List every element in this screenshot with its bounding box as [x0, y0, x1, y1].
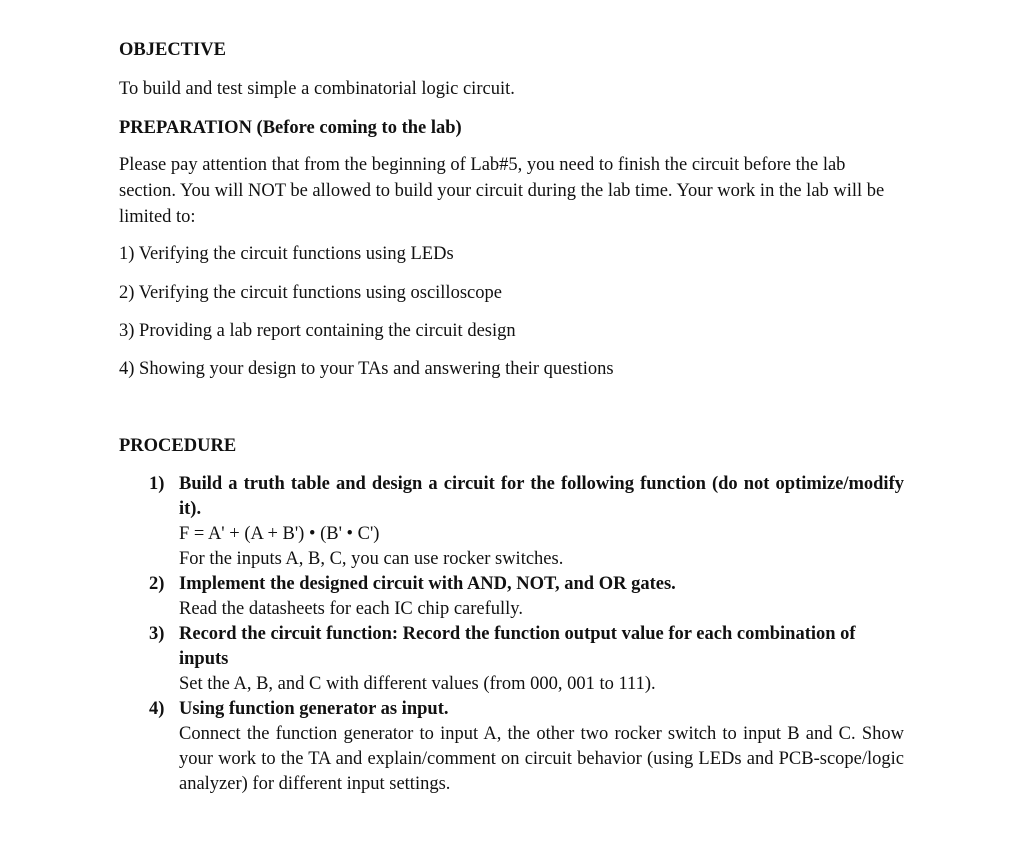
step-2: [179, 572, 904, 622]
step-3: [179, 622, 904, 697]
step-4-title: Using function generator as input.: [179, 699, 449, 719]
preparation-heading: PREPARATION (Before coming to the lab): [119, 118, 462, 138]
procedure-heading: PROCEDURE: [119, 436, 237, 456]
step-2-title: Implement the designed circuit with AND, NOT, and OR gates.: [179, 574, 676, 594]
step-1-detail: For the inputs A, B, C, you can use rocker switches.: [179, 549, 564, 569]
step-1-formula: F = A' + (A + B') • (B' • C'): [179, 524, 380, 544]
step-4-detail: Connect the function generator to input A, the other two rocker switch to input B and C. Show your work to the TA and explain/comment on circuit behavior (using LEDs and PCB-scope/logic analyzer) for different input settings.: [179, 724, 904, 794]
preparation-item-3: 3) Providing a lab report containing the circuit design: [119, 321, 516, 341]
preparation-item-2: 2) Verifying the circuit functions using oscilloscope: [119, 283, 502, 303]
step-2-detail: Read the datasheets for each IC chip carefully.: [179, 599, 523, 619]
objective-text: To build and test simple a combinatorial logic circuit.: [119, 79, 515, 99]
step-4-number: 4): [149, 699, 165, 719]
step-3-title: Record the circuit function: Record the function output value for each combination of inputs: [179, 624, 856, 669]
preparation-intro: Please pay attention that from the beginning of Lab#5, you need to finish the circuit before the lab section. You will NOT be allowed to build your circuit during the lab time. Your work in the lab will be limited to:: [119, 155, 885, 227]
step-2-number: 2): [149, 574, 165, 594]
step-3-number: 3): [149, 624, 165, 644]
preparation-item-4: 4) Showing your design to your TAs and answering their questions: [119, 359, 614, 379]
preparation-item-1: 1) Verifying the circuit functions using LEDs: [119, 244, 454, 264]
objective-heading: OBJECTIVE: [119, 40, 226, 60]
step-1-title: Build a truth table and design a circuit for the following function (do not optimize/modify it).: [179, 474, 904, 519]
step-1-number: 1): [149, 474, 165, 494]
step-4: [179, 697, 904, 797]
step-1: [179, 472, 904, 572]
step-3-detail: Set the A, B, and C with different values (from 000, 001 to 111).: [179, 674, 656, 694]
